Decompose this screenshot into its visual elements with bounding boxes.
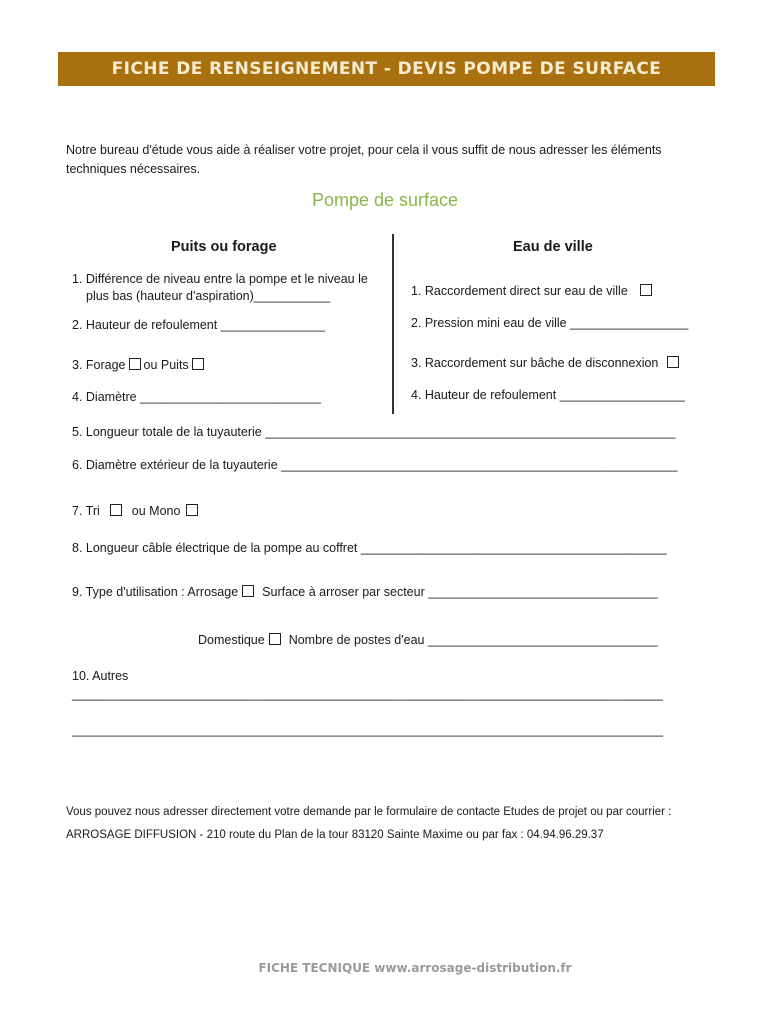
surface-secteur-field[interactable]: Surface à arroser par secteur _________________________________ — [262, 585, 658, 599]
tri-label: 7. Tri — [72, 504, 100, 518]
domestique-checkbox[interactable] — [269, 633, 281, 645]
right-item-2[interactable]: 2. Pression mini eau de ville _________________ — [411, 316, 689, 330]
item-9-arrosage — [72, 584, 658, 600]
left-item-2[interactable]: 2. Hauteur de refoulement _______________ — [72, 318, 325, 332]
item-8-cable[interactable]: 8. Longueur câble électrique de la pompe au coffret ____________________________________________ — [72, 541, 667, 555]
raccordement-direct-label: 1. Raccordement direct sur eau de ville — [411, 284, 628, 298]
forage-checkbox[interactable] — [129, 358, 141, 370]
footer-tech-link[interactable]: FICHE TECNIQUE www.arrosage-distribution.fr — [258, 961, 572, 975]
column-divider — [392, 234, 394, 414]
autres-line-2[interactable]: _____________________________________________________________________________________ — [72, 723, 663, 737]
left-item-3 — [72, 357, 207, 373]
arrosage-label: 9. Type d'utilisation : Arrosage — [72, 585, 239, 599]
left-item-1-line1: 1. Différence de niveau entre la pompe et le niveau le — [72, 272, 368, 286]
puits-checkbox[interactable] — [192, 358, 204, 370]
footer-address: ARROSAGE DIFFUSION - 210 route du Plan de la tour 83120 Sainte Maxime ou par fax : 04.94.96.29.37 — [66, 829, 604, 841]
right-item-1 — [411, 283, 655, 299]
mono-checkbox[interactable] — [186, 504, 198, 516]
arrosage-checkbox[interactable] — [242, 585, 254, 597]
intro-text: Notre bureau d'étude vous aide à réaliser votre projet, pour cela il vous suffit de nous adresser les éléments techniques nécessaires. — [66, 143, 662, 176]
column-title-puits: Puits ou forage — [171, 239, 277, 255]
right-item-3 — [411, 355, 682, 371]
section-subtitle: Pompe de surface — [311, 190, 459, 210]
item-9-domestique — [198, 632, 657, 648]
item-10-autres: 10. Autres — [72, 669, 129, 683]
item-6-diametre-tuyauterie[interactable]: 6. Diamètre extérieur de la tuyauterie _________________________________________________________ — [72, 458, 678, 472]
column-title-eau-de-ville: Eau de ville — [513, 239, 593, 255]
right-item-4[interactable]: 4. Hauteur de refoulement __________________ — [411, 388, 685, 402]
item-5-longueur-tuyauterie[interactable]: 5. Longueur totale de la tuyauterie ___________________________________________________________ — [72, 425, 676, 439]
mono-label: ou Mono — [131, 504, 181, 518]
raccordement-bache-label: 3. Raccordement sur bâche de disconnexion — [411, 356, 659, 370]
postes-eau-field[interactable]: Nombre de postes d'eau _________________________________ — [288, 633, 658, 647]
item-7-alimentation — [72, 503, 201, 519]
puits-label: ou Puits — [143, 358, 189, 372]
domestique-label: Domestique — [198, 633, 265, 647]
autres-line-1[interactable]: _____________________________________________________________________________________ — [72, 687, 663, 701]
raccordement-direct-checkbox[interactable] — [640, 284, 652, 296]
left-item-1-line2[interactable]: plus bas (hauteur d'aspiration)___________ — [86, 289, 331, 303]
footer-contact-text: Vous pouvez nous adresser directement votre demande par le formulaire de contacte Etudes de projet ou par courrier : — [66, 806, 672, 818]
forage-label: 3. Forage — [72, 358, 126, 372]
tri-checkbox[interactable] — [110, 504, 122, 516]
left-item-4[interactable]: 4. Diamètre __________________________ — [72, 390, 321, 404]
page-title: FICHE DE RENSEIGNEMENT - DEVIS POMPE DE SURFACE — [58, 52, 715, 86]
raccordement-bache-checkbox[interactable] — [667, 356, 679, 368]
